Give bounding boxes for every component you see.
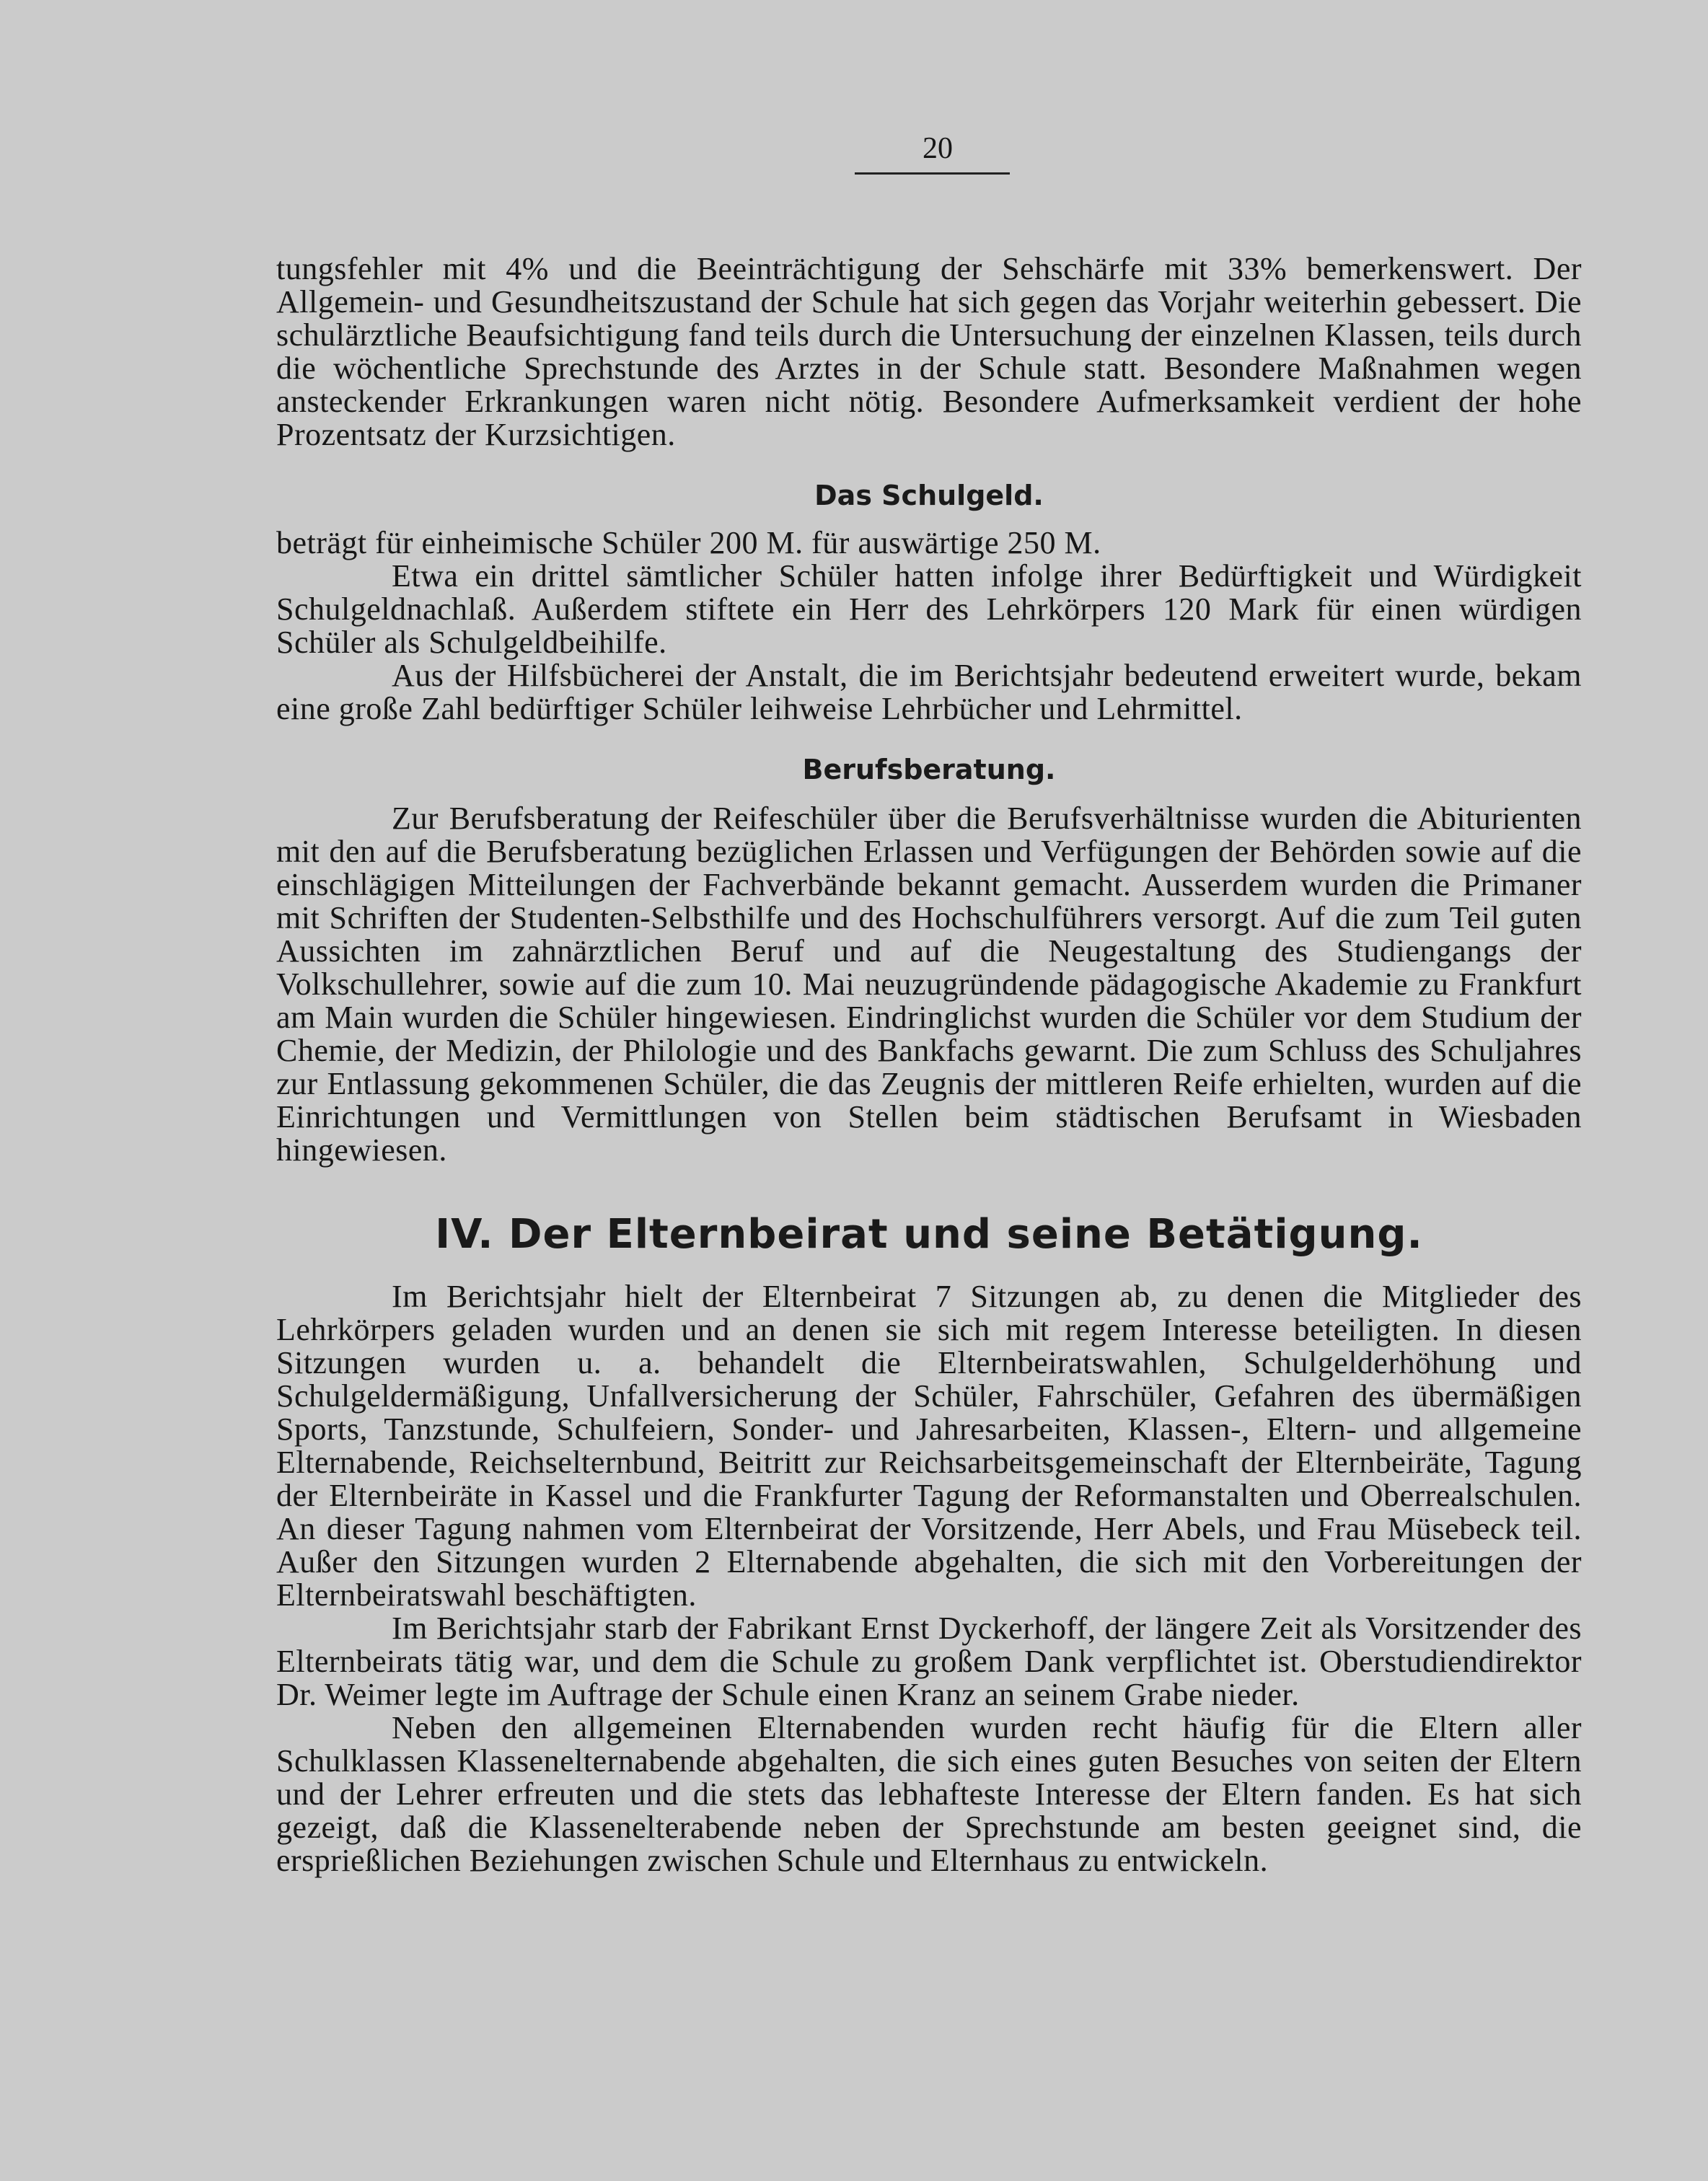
elternbeirat-paragraph-3: Neben den allgemeinen Elternabenden wurden recht häufig für die Eltern aller Schulklassen Klassenelternabende abgehalten, die sich eines guten Besuches von seiten der Eltern und der Lehrer erfreuten und die stets das lebhafteste Interesse der Eltern fanden. Es hat sich gezeigt, daß die Klassenelterabende neben der Sprechstunde am besten geeignet sind, die ersprießlichen Beziehungen zwischen Schule und Elternhaus zu entwickeln. [276, 1710, 1582, 1878]
schulgeld-paragraph-3: Aus der Hilfsbücherei der Anstalt, die im Berichtsjahr bedeutend erweitert wurde, bekam eine große Zahl bedürftiger Schüler leihweise Lehrbücher und Lehrmittel. [276, 658, 1582, 726]
elternbeirat-section [276, 1280, 1582, 1877]
elternbeirat-paragraph-1: Im Berichtsjahr hielt der Elternbeirat 7 Sitzungen ab, zu denen die Mitglieder des Lehrkörpers geladen wurden und an denen sie sich mit regem Interesse beteiligten. In diesen Sitzungen wurden u. a. behandelt die Elternbeiratswahlen, Schulgelderhöhung und Schulgeldermäßigung, Unfallversicherung der Schüler, Fahrschüler, Gefahren des übermäßigen Sports, Tanzstunde, Schulfeiern, Sonder- und Jahresarbeiten, Klassen-, Eltern- und allgemeine Elternabende, Reichselternbund, Beitritt zur Reichsarbeitsgemeinschaft der Elternbeiräte, Tagung der Elternbeiräte in Kassel und die Frankfurter Tagung der Reformanstalten und Oberrealschulen. An dieser Tagung nahmen vom Elternbeirat der Vorsitzende, Herr Abels, und Frau Müsebeck teil. Außer den Sitzungen wurden 2 Elternabende abgehalten, die sich mit den Vorbereitungen der Elternbeiratswahl beschäftigten. [276, 1279, 1582, 1613]
elternbeirat-heading: IV. Der Elternbeirat und seine Betätigung. [435, 1211, 1423, 1258]
berufsberatung-heading: Berufsberatung. [802, 754, 1056, 785]
schulgeld-section [276, 526, 1582, 726]
berufsberatung-section [276, 802, 1582, 1167]
page-number: 20 [923, 132, 953, 165]
elternbeirat-paragraph-2: Im Berichtsjahr starb der Fabrikant Ernst Dyckerhoff, der längere Zeit als Vorsitzender des Elternbeirats tätig war, und dem die Schule zu großem Dank verpflichtet ist. Oberstudiendirektor Dr. Weimer legte im Auftrage der Schule einen Kranz an seinem Grabe nieder. [276, 1611, 1582, 1712]
schulgeld-paragraph-1: beträgt für einheimische Schüler 200 M. für auswärtige 250 M. [276, 525, 1101, 560]
berufsberatung-paragraph: Zur Berufsberatung der Reifeschüler über die Berufsverhältnisse wurden die Abiturienten mit den auf die Berufsberatung bezüglichen Erlassen und Verfügungen der Behörden sowie auf die einschlägigen Mitteilungen der Fachverbände bekannt gemacht. Ausserdem wurden die Primaner mit Schriften der Studenten-Selbsthilfe und des Hochschulführers versorgt. Auf die zum Teil guten Aussichten im zahnärztlichen Beruf und auf die Neugestaltung des Studiengangs der Volkschullehrer, sowie auf die zum 10. Mai neuzugründende pädagogische Akademie zu Frankfurt am Main wurden die Schüler hingewiesen. Eindringlichst wurden die Schüler vor dem Studium der Chemie, der Medizin, der Philologie und des Bankfachs gewarnt. Die zum Schluss des Schuljahres zur Entlassung gekommenen Schüler, die das Zeugnis der mittleren Reife erhielten, wurden auf die Einrichtungen und Vermittlungen von Stellen beim städtischen Berufsamt in Wiesbaden hingewiesen. [276, 801, 1582, 1168]
schulgeld-paragraph-2: Etwa ein drittel sämtlicher Schüler hatten infolge ihrer Bedürftigkeit und Würdigkeit Schulgeldnachlaß. Außerdem stiftete ein Herr des Lehrkörpers 120 Mark für einen würdigen Schüler als Schulgeldbeihilfe. [276, 558, 1582, 660]
intro-section [276, 252, 1582, 451]
schulgeld-heading: Das Schulgeld. [814, 480, 1044, 511]
intro-paragraph: tungsfehler mit 4% und die Beeinträchtigung der Sehschärfe mit 33% bemerkenswert. Der Allgemein- und Gesundheitszustand der Schule hat sich gegen das Vorjahr weiterhin gebessert. Die schulärztliche Beaufsichtigung fand teils durch die Untersuchung der einzelnen Klassen, teils durch die wöchentliche Sprechstunde des Arztes in der Schule statt. Besondere Maßnahmen wegen ansteckender Erkrankungen waren nicht nötig. Besondere Aufmerksamkeit verdient der hohe Prozentsatz der Kurzsichtigen. [276, 251, 1582, 452]
page-number-rule [855, 172, 1010, 175]
